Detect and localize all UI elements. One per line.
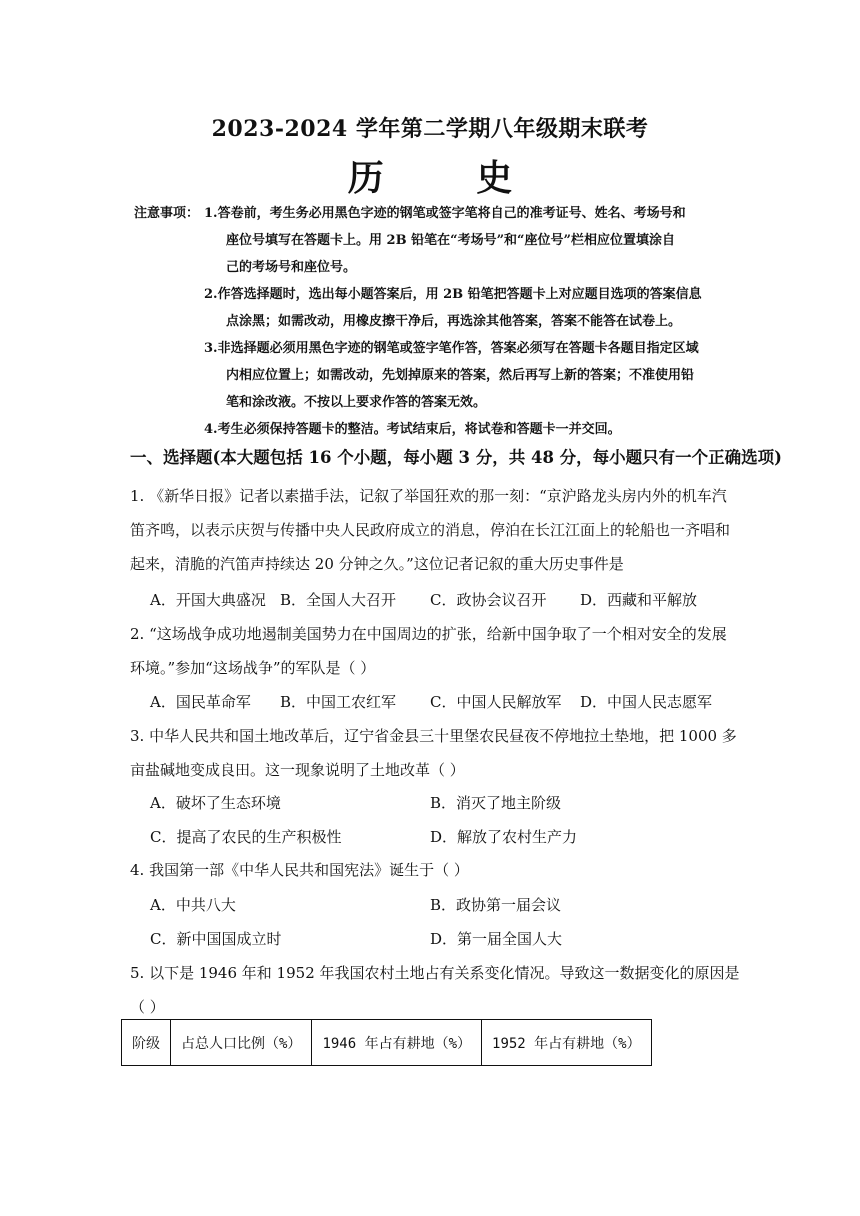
option-d: D．西藏和平解放 (580, 591, 698, 609)
notice-label: 注意事项： (134, 206, 200, 221)
notice-line: 点涂黑；如需改动，用橡皮擦干净后，再选涂其他答案，答案不能答在试卷上。 (226, 314, 682, 329)
table-header-cell: 阶级 (122, 1020, 171, 1066)
option-d: D．第一届全国人大 (430, 930, 563, 948)
option-b: B．消灭了地主阶级 (430, 794, 562, 812)
option-d: D．中国人民志愿军 (580, 693, 713, 711)
question-text: （ ） (130, 998, 165, 1016)
question-1 (130, 479, 730, 581)
land-data-table (121, 1019, 652, 1066)
section-heading: 一、选择题(本大题包括 16 个小题，每小题 3 分，共 48 分，每小题只有一个正确选项) (130, 448, 782, 467)
question-5 (130, 956, 740, 1024)
notice-line: 己的考场号和座位号。 (226, 260, 357, 275)
question-3 (130, 719, 737, 787)
question-text: 笛齐鸣，以表示庆贺与传播中央人民政府成立的消息，停泊在长江江面上的轮船也一齐唱和 (130, 521, 731, 539)
option-d: D．解放了农村生产力 (430, 828, 578, 846)
option-b: B．政协第一届会议 (430, 896, 562, 914)
notice-line: 2.作答选择题时，选出每小题答案后，用 2B 铅笔把答题卡上对应题目选项的答案信息 (204, 287, 702, 302)
option-a: A．中共八大 (150, 896, 236, 914)
question-text: 2. “这场战争成功地遏制美国势力在中国周边的扩张，给新中国争取了一个相对安全的发展 (130, 625, 727, 643)
notice-line: 笔和涂改液。不按以上要求作答的答案无效。 (226, 395, 487, 410)
option-c: C．提高了农民的生产积极性 (150, 828, 342, 846)
option-b: B．全国人大召开 (280, 591, 397, 609)
question-text: 5. 以下是 1946 年和 1952 年我国农村土地占有关系变化情况。导致这一数据变化的原因是 (130, 964, 740, 982)
question-2 (130, 617, 730, 685)
table-header-cell: 占总人口比例（%） (171, 1020, 312, 1066)
question-text: 1. 《新华日报》记者以素描手法，记叙了举国狂欢的那一刻：“京沪路龙头房内外的机车汽 (130, 487, 727, 505)
option-a: A．破坏了生态环境 (150, 794, 281, 812)
option-c: C．新中国国成立时 (150, 930, 282, 948)
option-b: B．中国工农红军 (280, 693, 397, 711)
notice-line: 座位号填写在答题卡上。用 2B 铅笔在“考场号”和“座位号”栏相应位置填涂自 (226, 233, 675, 248)
question-4 (130, 853, 730, 887)
question-text: 3. 中华人民共和国土地改革后，辽宁省金县三十里堡农民昼夜不停地拉土垫地，把 1000 多 (130, 727, 737, 745)
option-a: A．开国大典盛况 (150, 591, 266, 609)
notice-line: 3.非选择题必须用黑色字迹的钢笔或签字笔作答，答案必须写在答题卡各题目指定区域 (204, 341, 699, 356)
question-text: 4. 我国第一部《中华人民共和国宪法》诞生于（ ） (130, 861, 469, 879)
notice-line: 内相应位置上；如需改动，先划掉原来的答案，然后再写上新的答案；不准使用铅 (226, 368, 695, 383)
notice-line: 1.答卷前，考生务必用黑色字迹的钢笔或签字笔将自己的准考证号、姓名、考场号和 (204, 206, 686, 221)
table-header-cell: 1952 年占有耕地（%） (482, 1020, 652, 1066)
table-header-row (122, 1020, 652, 1066)
option-a: A．国民革命军 (150, 693, 251, 711)
option-c: C．政协会议召开 (430, 591, 547, 609)
table-header-cell: 1946 年占有耕地（%） (312, 1020, 482, 1066)
question-text: 亩盐碱地变成良田。这一现象说明了土地改革（ ） (130, 761, 465, 779)
question-text: 环境。”参加“这场战争”的军队是（ ） (130, 659, 376, 677)
exam-title: 2023-2024 学年第二学期八年级期末联考 (211, 116, 649, 142)
question-text: 起来，清脆的汽笛声持续达 20 分钟之久。”这位记者记叙的重大历史事件是 (130, 555, 624, 573)
notice-line: 4.考生必须保持答题卡的整洁。考试结束后，将试卷和答题卡一并交回。 (204, 422, 621, 437)
option-c: C．中国人民解放军 (430, 693, 562, 711)
subject-title: 历 史 (347, 157, 553, 199)
